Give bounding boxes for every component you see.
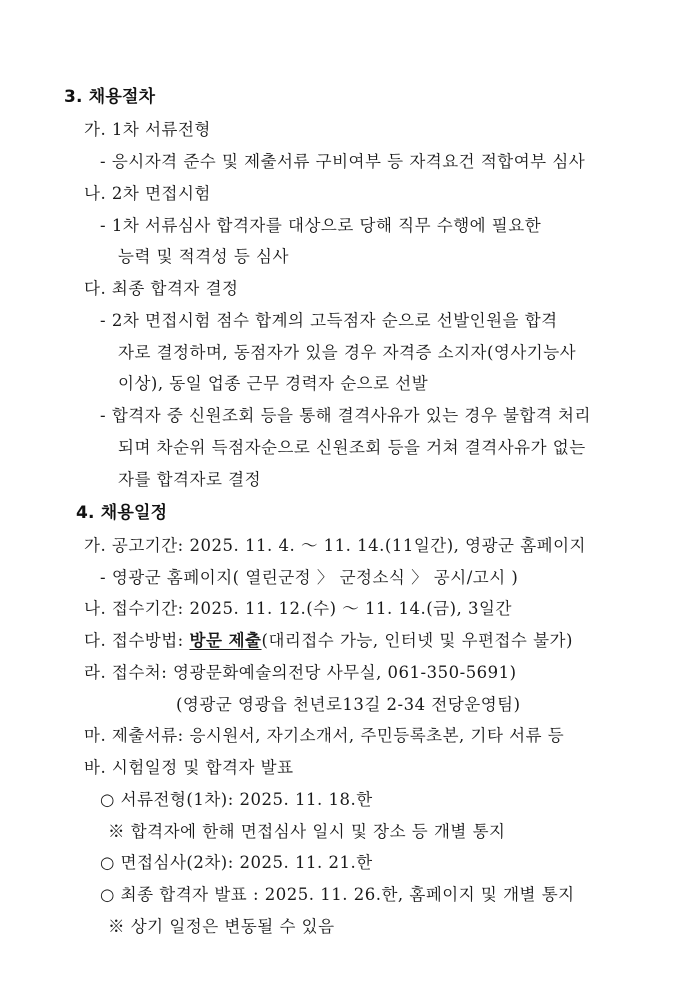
step-3-label: 다. 최종 합격자 결정 <box>84 279 239 298</box>
step-3-detail-5: 되며 차순위 득점자순으로 신원조회 등을 거쳐 결격사유가 없는 <box>118 438 586 457</box>
step-1-detail: - 응시자격 준수 및 제출서류 구비여부 등 자격요건 적합여부 심사 <box>100 152 586 171</box>
schedule-interview: ○ 면접심사(2차): 2025. 11. 21.한 <box>100 853 373 872</box>
reception-period: 나. 접수기간: 2025. 11. 12.(수) ～ 11. 14.(금), 3일간 <box>84 599 512 618</box>
schedule-title: 바. 시험일정 및 합격자 발표 <box>84 758 294 777</box>
notice-period: 가. 공고기간: 2025. 11. 4. ～ 11. 14.(11일간), 영광군 홈페이지 <box>84 536 586 555</box>
section-3-title: 3. 채용절차 <box>64 87 156 107</box>
required-documents: 마. 제출서류: 응시원서, 자기소개서, 주민등록초본, 기타 서류 등 <box>84 726 565 745</box>
schedule-doc-note: ※ 합격자에 한해 면접심사 일시 및 장소 등 개별 통지 <box>108 822 506 841</box>
step-3-detail-2: 자로 결정하며, 동점자가 있을 경우 자격증 소지자(영사기능사 <box>118 343 577 362</box>
method-prefix: 다. 접수방법: <box>84 631 190 650</box>
method-suffix: (대리접수 가능, 인터넷 및 우편접수 불가) <box>261 631 573 650</box>
schedule-change-note: ※ 상기 일정은 변동될 수 있음 <box>108 917 335 936</box>
step-1-label: 가. 1차 서류전형 <box>84 120 211 139</box>
step-3-detail-4: - 합격자 중 신원조회 등을 통해 결격사유가 있는 경우 불합격 처리 <box>100 406 591 425</box>
schedule-doc-screening: ○ 서류전형(1차): 2025. 11. 18.한 <box>100 790 373 809</box>
step-2-detail-2: 능력 및 적격성 등 심사 <box>118 247 289 266</box>
schedule-final: ○ 최종 합격자 발표 : 2025. 11. 26.한, 홈페이지 및 개별 통지 <box>100 885 575 904</box>
step-2-label: 나. 2차 면접시험 <box>84 184 211 203</box>
step-3-detail-3: 이상), 동일 업종 근무 경력자 순으로 선발 <box>118 374 429 393</box>
reception-address: (영광군 영광읍 천년로13길 2-34 전당운영팀) <box>176 695 521 714</box>
reception-method <box>84 630 573 652</box>
method-emphasis: 방문 제출 <box>189 631 262 650</box>
step-3-detail-1: - 2차 면접시험 점수 합계의 고득점자 순으로 선발인원을 합격 <box>100 311 558 330</box>
reception-place: 라. 접수처: 영광문화예술의전당 사무실, 061-350-5691) <box>84 663 517 682</box>
section-4-title: 4. 채용일정 <box>76 503 168 523</box>
step-3-detail-6: 자를 합격자로 결정 <box>118 470 262 489</box>
notice-path: - 영광군 홈페이지( 열린군정 〉 군정소식 〉 공시/고시 ) <box>100 568 519 587</box>
step-2-detail-1: - 1차 서류심사 합격자를 대상으로 당해 직무 수행에 필요한 <box>100 216 542 235</box>
